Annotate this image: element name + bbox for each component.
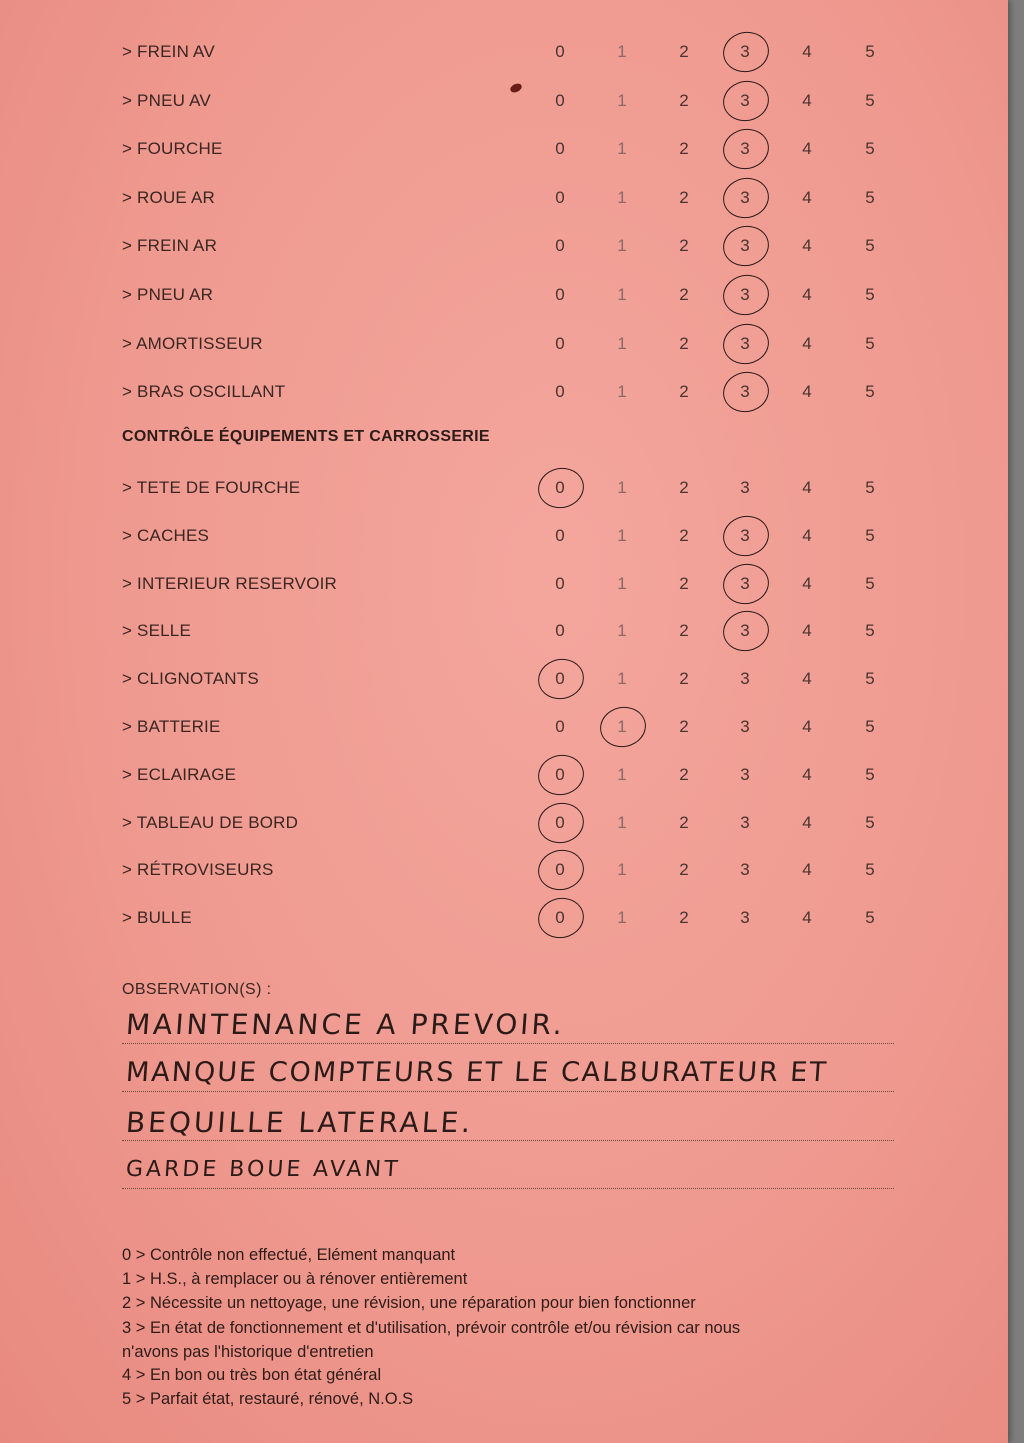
rating-row-label: > CLIGNOTANTS — [122, 669, 259, 689]
score-option-4: 4 — [802, 860, 812, 880]
score-option-0: 0 — [555, 764, 565, 784]
score-option-5: 5 — [865, 621, 875, 641]
score-option-5: 5 — [865, 812, 875, 832]
score-option-3: 3 — [740, 187, 750, 207]
legend-line-0: 0 > Contrôle non effectué, Elément manquant — [122, 1246, 456, 1264]
score-option-0: 0 — [555, 717, 565, 736]
legend-line-1: 1 > H.S., à remplacer ou à rénover entièrement — [122, 1270, 468, 1288]
score-option-0: 0 — [555, 573, 565, 593]
score-option-4: 4 — [802, 573, 812, 593]
score-option-5: 5 — [865, 139, 875, 159]
rating-row-label: > FREIN AV — [122, 42, 215, 61]
handwritten-observation-4: GARDE BOUE AVANT — [125, 1157, 402, 1182]
score-option-1: 1 — [617, 42, 627, 61]
score-option-1: 1 — [617, 669, 627, 689]
score-option-0: 0 — [555, 669, 565, 689]
score-option-3: 3 — [740, 717, 750, 736]
score-option-3: 3 — [740, 42, 750, 61]
rating-row — [0, 904, 1008, 934]
score-option-2: 2 — [679, 333, 689, 353]
score-option-1: 1 — [617, 139, 627, 159]
score-option-3: 3 — [740, 860, 750, 880]
observations-label: OBSERVATION(S) : — [122, 981, 272, 998]
observation-line-3 — [122, 1140, 894, 1141]
score-option-0: 0 — [555, 42, 565, 61]
rating-row — [0, 378, 1008, 408]
score-option-5: 5 — [865, 573, 875, 593]
score-option-3: 3 — [740, 621, 750, 641]
score-option-1: 1 — [617, 478, 627, 497]
legend-line-5: 5 > Parfait état, restauré, rénové, N.O.S — [122, 1390, 414, 1408]
score-option-3: 3 — [740, 382, 750, 402]
score-option-5: 5 — [865, 908, 875, 928]
score-option-4: 4 — [802, 669, 812, 689]
score-option-3: 3 — [740, 139, 750, 159]
score-option-2: 2 — [679, 621, 689, 641]
observation-line-4 — [122, 1188, 894, 1189]
score-option-4: 4 — [802, 764, 812, 784]
rating-row — [0, 87, 1008, 117]
score-option-2: 2 — [679, 139, 689, 159]
rating-row-label: > INTERIEUR RESERVOIR — [122, 573, 338, 593]
score-option-1: 1 — [617, 812, 627, 832]
rating-row-label: > BATTERIE — [122, 717, 221, 736]
legend-line-3-cont: n'avons pas l'historique d'entretien — [122, 1343, 374, 1361]
score-option-3: 3 — [740, 908, 750, 928]
observation-line-1 — [122, 1043, 894, 1044]
rating-row-label: > TABLEAU DE BORD — [122, 812, 299, 832]
score-option-1: 1 — [617, 333, 627, 353]
score-option-5: 5 — [865, 42, 875, 61]
score-option-0: 0 — [555, 860, 565, 880]
score-option-4: 4 — [802, 285, 812, 304]
score-option-4: 4 — [802, 382, 812, 402]
rating-row-label: > ECLAIRAGE — [122, 764, 237, 784]
rating-row-label: > RÉTROVISEURS — [122, 860, 274, 880]
rating-row — [0, 617, 1008, 647]
score-option-3: 3 — [740, 285, 750, 304]
score-option-4: 4 — [802, 333, 812, 353]
score-option-0: 0 — [555, 382, 565, 402]
score-option-4: 4 — [802, 717, 812, 736]
rating-row-label: > ROUE AR — [122, 187, 215, 207]
score-option-2: 2 — [679, 860, 689, 880]
score-option-4: 4 — [802, 42, 812, 61]
score-option-5: 5 — [865, 860, 875, 880]
rating-row-label: > BRAS OSCILLANT — [122, 382, 286, 402]
score-option-0: 0 — [555, 621, 565, 641]
score-option-0: 0 — [555, 525, 565, 545]
rating-row-label: > CACHES — [122, 525, 210, 545]
score-option-5: 5 — [865, 90, 875, 110]
score-option-2: 2 — [679, 90, 689, 110]
score-option-1: 1 — [617, 717, 627, 736]
score-option-5: 5 — [865, 187, 875, 207]
score-option-0: 0 — [555, 333, 565, 353]
score-option-1: 1 — [617, 382, 627, 402]
section-title-equipment: CONTRÔLE ÉQUIPEMENTS ET CARROSSERIE — [122, 428, 490, 445]
score-option-1: 1 — [617, 285, 627, 304]
score-option-5: 5 — [865, 285, 875, 304]
rating-row — [0, 474, 1008, 504]
score-option-4: 4 — [802, 187, 812, 207]
score-option-2: 2 — [679, 669, 689, 689]
rating-row — [0, 184, 1008, 214]
score-option-0: 0 — [555, 285, 565, 304]
score-option-4: 4 — [802, 236, 812, 256]
rating-row — [0, 281, 1008, 311]
score-option-2: 2 — [679, 908, 689, 928]
score-option-0: 0 — [555, 236, 565, 256]
score-option-5: 5 — [865, 717, 875, 736]
rating-row-label: > TETE DE FOURCHE — [122, 478, 301, 497]
score-option-3: 3 — [740, 669, 750, 689]
score-option-1: 1 — [617, 908, 627, 928]
legend-line-3: 3 > En état de fonctionnement et d'utilisation, prévoir contrôle et/ou révision car nous — [122, 1319, 741, 1337]
score-option-1: 1 — [617, 187, 627, 207]
rating-row — [0, 232, 1008, 262]
handwritten-observation-3: BEQUILLE LATERALE. — [124, 1106, 475, 1139]
handwritten-observation-1: MAINTENANCE A PREVOIR. — [124, 1008, 567, 1041]
score-option-3: 3 — [740, 333, 750, 353]
score-option-0: 0 — [555, 90, 565, 110]
score-option-2: 2 — [679, 478, 689, 497]
score-option-5: 5 — [865, 236, 875, 256]
score-option-3: 3 — [740, 90, 750, 110]
score-option-2: 2 — [679, 187, 689, 207]
score-option-2: 2 — [679, 717, 689, 736]
score-option-1: 1 — [617, 525, 627, 545]
score-option-1: 1 — [617, 764, 627, 784]
score-option-2: 2 — [679, 285, 689, 304]
rating-row-label: > PNEU AV — [122, 90, 211, 110]
score-option-5: 5 — [865, 478, 875, 497]
handwritten-observation-2: MANQUE COMPTEURS ET LE CALBURATEUR ET — [124, 1057, 829, 1088]
legend-line-2: 2 > Nécessite un nettoyage, une révision, une réparation pour bien fonctionner — [122, 1294, 696, 1312]
legend-line-4: 4 > En bon ou très bon état général — [122, 1366, 382, 1384]
score-option-2: 2 — [679, 236, 689, 256]
score-option-5: 5 — [865, 764, 875, 784]
score-option-2: 2 — [679, 764, 689, 784]
score-option-4: 4 — [802, 139, 812, 159]
score-option-4: 4 — [802, 812, 812, 832]
rating-row — [0, 665, 1008, 695]
score-option-5: 5 — [865, 333, 875, 353]
score-option-5: 5 — [865, 669, 875, 689]
rating-row — [0, 135, 1008, 165]
score-option-4: 4 — [802, 525, 812, 545]
rating-row — [0, 570, 1008, 600]
rating-row — [0, 522, 1008, 552]
score-option-3: 3 — [740, 478, 750, 497]
score-option-3: 3 — [740, 812, 750, 832]
score-option-4: 4 — [802, 478, 812, 497]
score-option-1: 1 — [617, 860, 627, 880]
score-option-5: 5 — [865, 525, 875, 545]
rating-row-label: > BULLE — [122, 908, 192, 928]
rating-row-label: > SELLE — [122, 621, 191, 641]
score-option-1: 1 — [617, 90, 627, 110]
rating-row — [0, 761, 1008, 791]
rating-row — [0, 330, 1008, 360]
rating-row-label: > PNEU AR — [122, 285, 214, 304]
score-option-4: 4 — [802, 621, 812, 641]
score-option-0: 0 — [555, 812, 565, 832]
score-option-0: 0 — [555, 139, 565, 159]
score-option-0: 0 — [555, 908, 565, 928]
score-option-3: 3 — [740, 764, 750, 784]
rating-row — [0, 809, 1008, 839]
score-option-1: 1 — [617, 573, 627, 593]
score-option-4: 4 — [802, 908, 812, 928]
rating-row-label: > FOURCHE — [122, 139, 223, 159]
rating-row — [0, 713, 1008, 743]
score-option-2: 2 — [679, 42, 689, 61]
score-option-2: 2 — [679, 573, 689, 593]
rating-row — [0, 38, 1008, 68]
score-option-4: 4 — [802, 90, 812, 110]
score-option-2: 2 — [679, 382, 689, 402]
score-option-2: 2 — [679, 812, 689, 832]
observation-line-2 — [122, 1091, 894, 1092]
rating-row-label: > AMORTISSEUR — [122, 333, 263, 353]
rating-row — [0, 856, 1008, 886]
score-option-5: 5 — [865, 382, 875, 402]
score-option-1: 1 — [617, 621, 627, 641]
score-option-1: 1 — [617, 236, 627, 256]
score-option-3: 3 — [740, 573, 750, 593]
rating-row-label: > FREIN AR — [122, 236, 218, 256]
score-option-0: 0 — [555, 478, 565, 497]
score-option-0: 0 — [555, 187, 565, 207]
score-option-3: 3 — [740, 525, 750, 545]
score-option-2: 2 — [679, 525, 689, 545]
score-option-3: 3 — [740, 236, 750, 256]
